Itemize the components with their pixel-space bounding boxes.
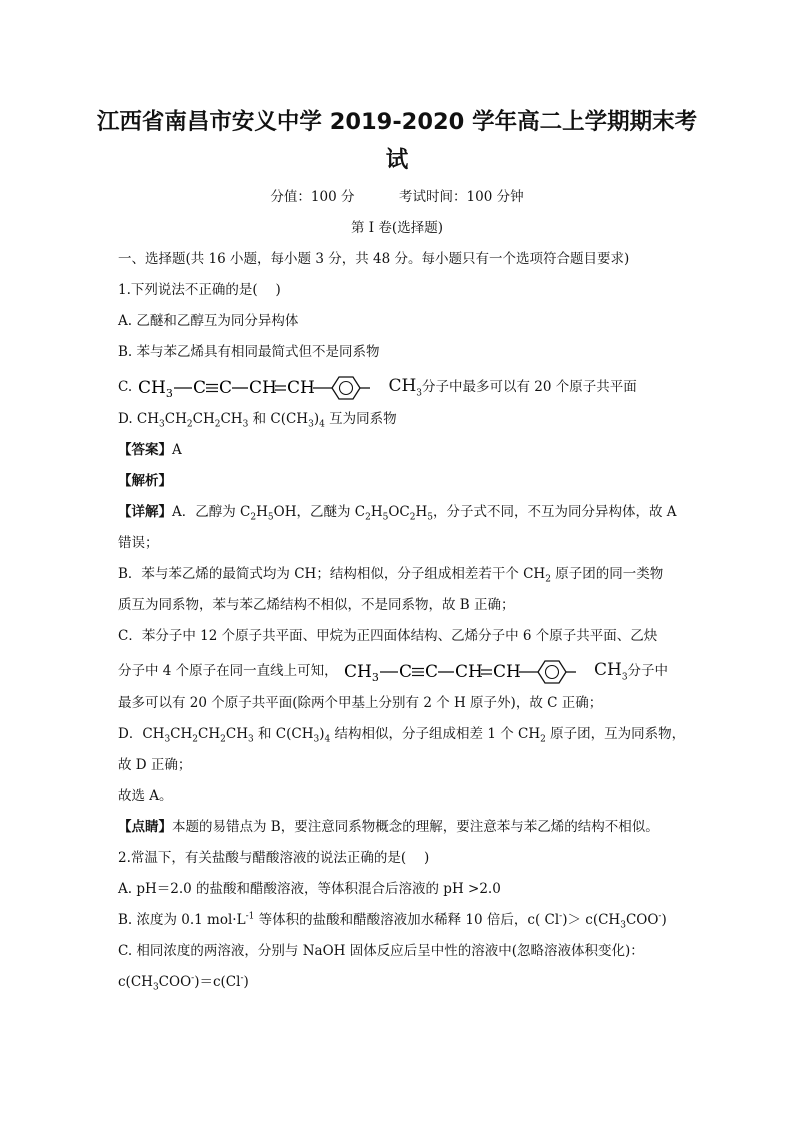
q1-detail-a: 【详解】A．乙醇为 $C_2H_5OH$，乙醚为 $C_2H_5OC_2H_5$，分子式不同，不互为同分异构体，故 A <box>118 504 677 523</box>
svg-text:CH: CH <box>492 661 521 682</box>
document-body <box>118 182 686 998</box>
svg-text:CH: CH <box>454 661 483 682</box>
formula-ch-1: CH <box>249 377 278 398</box>
formula-ch-2: CH <box>287 377 316 398</box>
svg-text:C: C <box>424 661 438 682</box>
q1-option-a: A. 乙醚和乙醇互为同分异构体 <box>118 313 299 329</box>
document-title-line2: 试 <box>385 147 409 173</box>
section-title: 第 I 卷(选择题) <box>351 220 443 236</box>
q1-detail-c2: 分子中 4 个原子在同一直线上可知， $CH_3$ C C CH CH $CH_3$分子中 <box>118 652 676 688</box>
q1-detail-a2: 错误； <box>118 535 159 551</box>
formula-ch3-left: $CH_3$ <box>138 377 174 400</box>
score-info: 分值：100 分 <box>270 189 355 205</box>
document-title-line1: 江西省南昌市安义中学 2019-2020 学年高二上学期期末考 <box>96 109 698 135</box>
q1-tip: 【点睛】本题的易错点为 B，要注意同系物概念的理解，要注意苯与苯乙烯的结构不相似。 <box>118 819 659 835</box>
exam-meta <box>118 182 676 213</box>
q1-option-c: C. $CH_3$ C C CH CH $CH_3$分子中最多可以有 20 个原子共平面 <box>118 368 676 404</box>
q1-detail-c1: C．苯分子中 12 个原子共平面、甲烷为正四面体结构、乙烯分子中 6 个原子共平面、乙炔 <box>118 628 658 644</box>
chemical-structure-diagram-2 <box>344 658 592 686</box>
chemical-structure-diagram <box>138 374 386 402</box>
svg-text:C: C <box>398 661 412 682</box>
q1-detail-d2: 故 D 正确； <box>118 757 192 773</box>
q1-conclusion: 故选 A。 <box>118 788 173 804</box>
q1-detail-d1: D．$CH_3CH_2CH_2CH_3$ 和 $C(CH_3)_4$ 结构相似，分子组成相差 1 个 $CH_2$ 原子团，互为同系物， <box>118 726 686 745</box>
q1-analysis-label: 【解析】 <box>118 473 172 489</box>
q1-answer: 【答案】A <box>118 442 182 458</box>
q1-detail-c3: 最多可以有 20 个原子共平面(除两个甲基上分别有 2 个 H 原子外)，故 C 正确； <box>118 695 603 711</box>
q1-option-b: B. 苯与苯乙烯具有相同最简式但不是同系物 <box>118 344 380 360</box>
instructions: 一、选择题(共 16 小题，每小题 3 分，共 48 分。每小题只有一个选项符合题目要求) <box>118 251 630 267</box>
formula-c1: C <box>193 377 207 398</box>
q2-option-c1: C. 相同浓度的两溶液，分别与 NaOH 固体反应后呈中性的溶液中(忽略溶液体积变化)： <box>118 943 644 959</box>
time-info: 考试时间：100 分钟 <box>399 189 524 205</box>
q2-stem: 2.常温下，有关盐酸与醋酸溶液的说法正确的是( ) <box>118 850 430 866</box>
benzene-ring <box>332 377 360 399</box>
q1-detail-b2: 质互为同系物，苯与苯乙烯结构不相似，不是同系物，故 B 正确； <box>118 597 515 613</box>
q2-option-a: A. pH＝2.0 的盐酸和醋酸溶液，等体积混合后溶液的 pH >2.0 <box>118 881 501 897</box>
q2-option-b: B. 浓度为 0.1 $mol\cdot L^{-1}$ 等体积的盐酸和醋酸溶液加水稀释 10 倍后，c( $Cl^-)> c(CH_3COO^-)$ <box>118 911 667 931</box>
q1-stem: 1.下列说法不正确的是( ) <box>118 282 281 298</box>
q1-option-d: D. $CH_3CH_2CH_2CH_3$ 和 $C(CH_3)_4$ 互为同系物 <box>118 411 397 430</box>
q2-option-c2: $c(CH_3COO^-)=c(Cl^-)$ <box>118 973 249 993</box>
formula-c2: C <box>219 377 233 398</box>
svg-text:CH3: $CH_3$ <box>343 661 379 684</box>
q1-detail-b1: B．苯与苯乙烯的最简式均为 CH；结构相似，分子组成相差若干个 $CH_2$ 原子团的同一类物 <box>118 566 664 585</box>
formula-ch3-right: $CH_3$ <box>388 376 423 399</box>
